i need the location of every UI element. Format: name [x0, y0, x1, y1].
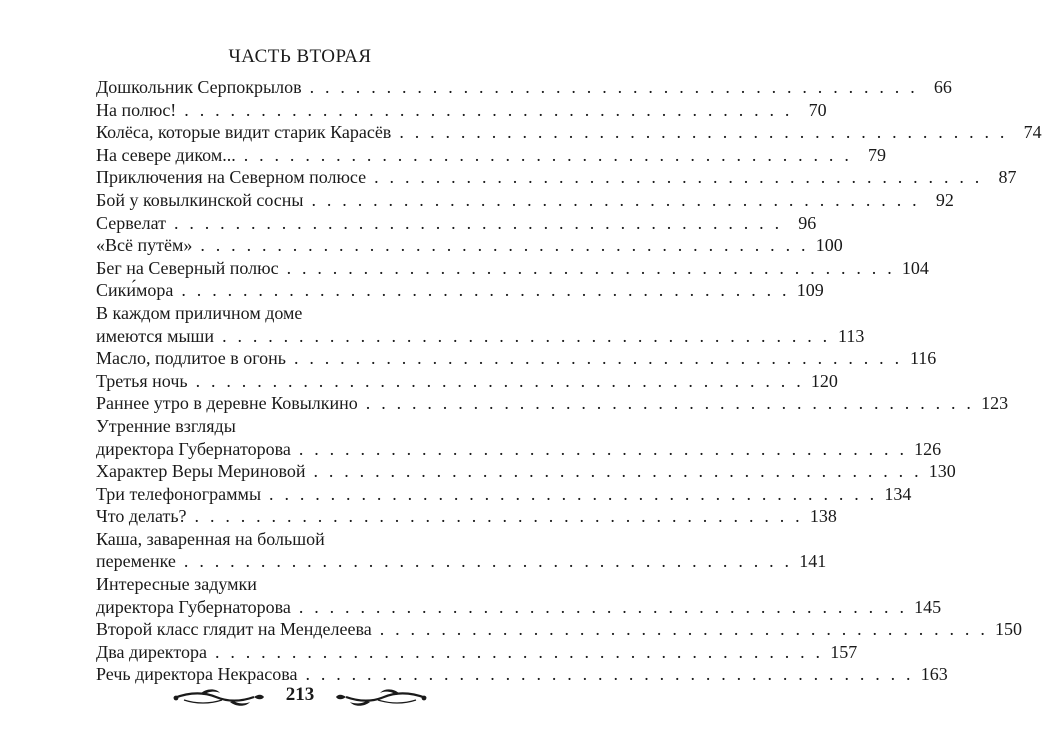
dot-leader: . . . . . . . . . . . . . . . . . . . . . . . . . . . . . . . . . . . . . . . .: [293, 348, 903, 369]
toc-entry-page: 163: [920, 664, 948, 685]
toc-entry-title: Сервелат: [96, 212, 166, 233]
dot-leader: . . . . . . . . . . . . . . . . . . . . . . . . . . . . . . . . . . . . . . . .: [200, 235, 809, 256]
toc-entry-title: На севере диком...: [96, 144, 236, 165]
table-of-contents: [96, 76, 1042, 686]
toc-entry-title: «Всё путём»: [96, 235, 193, 256]
toc-entry: [96, 641, 858, 664]
toc-entry: [96, 234, 843, 257]
toc-entry: [96, 347, 937, 370]
toc-entry-title: Бой у ковылкинской сосны: [96, 189, 304, 210]
toc-entry-title-line: Утренние взгляды: [96, 415, 236, 436]
dot-leader: . . . . . . . . . . . . . . . . . . . . . . . . . . . . . . . . . . . . . . . .: [286, 257, 895, 278]
toc-entry: [96, 166, 1017, 189]
dot-leader: . . . . . . . . . . . . . . . . . . . . . . . . . . . . . . . . . . . . . . . .: [214, 641, 824, 662]
dot-leader: . . . . . . . . . . . . . . . . . . . . . . . . . . . . . . . . . . . . . . . .: [195, 370, 804, 391]
dot-leader: . . . . . . . . . . . . . . . . . . . . . . . . . . . . . . . . . . . . . . . .: [243, 144, 853, 165]
toc-entry-page: 126: [914, 438, 942, 459]
toc-entry-page: 74: [1023, 122, 1042, 143]
toc-entry-title: директора Губернаторова: [96, 596, 291, 617]
toc-entry-title: Колёса, которые видит старик Карасёв: [96, 122, 392, 143]
toc-entry-title-line: Интересные задумки: [96, 574, 257, 595]
dot-leader: . . . . . . . . . . . . . . . . . . . . . . . . . . . . . . . . . . . . . . . .: [298, 438, 908, 459]
dot-leader: . . . . . . . . . . . . . . . . . . . . . . . . . . . . . . . . . . . . . . . .: [305, 664, 914, 685]
toc-entry-page: 96: [798, 212, 817, 233]
dot-leader: . . . . . . . . . . . . . . . . . . . . . . . . . . . . . . . . . . . . . . . .: [365, 393, 975, 414]
toc-entry-title: переменке: [96, 551, 176, 572]
toc-entry: [96, 573, 942, 618]
toc-entry: [96, 618, 1023, 641]
dot-leader: . . . . . . . . . . . . . . . . . . . . . . . . . . . . . . . . . . . . . . . .: [309, 77, 918, 97]
toc-entry-title: Раннее утро в деревне Ковылкино: [96, 393, 358, 414]
toc-entry: [96, 415, 942, 460]
toc-entry-page: 141: [799, 551, 827, 572]
toc-entry-page: 113: [838, 325, 865, 346]
toc-entry-page: 92: [935, 189, 954, 210]
dot-leader: . . . . . . . . . . . . . . . . . . . . . . . . . . . . . . . . . . . . . . . .: [181, 280, 790, 301]
toc-entry-page: 123: [981, 393, 1009, 414]
toc-entry-page: 134: [884, 483, 912, 504]
toc-entry-title: Три телефонограммы: [96, 483, 262, 504]
dot-leader: . . . . . . . . . . . . . . . . . . . . . . . . . . . . . . . . . . . . . . . .: [374, 167, 983, 188]
toc-entry-page: 116: [909, 348, 937, 369]
toc-entry: [96, 392, 1009, 415]
toc-entry: [96, 483, 912, 506]
dot-leader: . . . . . . . . . . . . . . . . . . . . . . . . . . . . . . . . . . . . . . . .: [313, 461, 922, 482]
toc-entry-page: 109: [796, 280, 824, 301]
toc-entry-title: Бег на Северный полюс: [96, 257, 279, 278]
toc-entry-title: директора Губернаторова: [96, 438, 291, 459]
toc-entry-page: 120: [810, 370, 838, 391]
toc-entry: [96, 460, 956, 483]
dot-leader: . . . . . . . . . . . . . . . . . . . . . . . . . . . . . . . . . . . . . . . .: [194, 506, 803, 527]
toc-entry: [96, 76, 952, 99]
dot-leader: . . . . . . . . . . . . . . . . . . . . . . . . . . . . . . . . . . . . . . . .: [399, 122, 1008, 143]
toc-entry-page: 145: [914, 596, 942, 617]
toc-entry-page: 66: [933, 77, 952, 97]
toc-entry-title: имеются мыши: [96, 325, 215, 346]
toc-entry-title: Дошкольник Серпокрылов: [96, 77, 302, 97]
page-footer: [170, 682, 430, 712]
toc-entry-title: Масло, подлитое в огонь: [96, 348, 286, 369]
toc-entry-title: Сики́мора: [96, 280, 174, 301]
dot-leader: . . . . . . . . . . . . . . . . . . . . . . . . . . . . . . . . . . . . . . . .: [183, 551, 793, 572]
toc-entry-title: Характер Веры Мериновой: [96, 461, 306, 482]
toc-entry: [96, 212, 817, 235]
dot-leader: . . . . . . . . . . . . . . . . . . . . . . . . . . . . . . . . . . . . . . . .: [173, 212, 783, 233]
toc-entry-title: На полюс!: [96, 99, 177, 120]
toc-entry-title: Приключения на Северном полюсе: [96, 167, 367, 188]
toc-entry-page: 87: [998, 167, 1017, 188]
toc-entry-page: 150: [995, 619, 1023, 640]
dot-leader: . . . . . . . . . . . . . . . . . . . . . . . . . . . . . . . . . . . . . . . .: [298, 596, 908, 617]
toc-entry-page: 70: [808, 99, 827, 120]
toc-entry: [96, 302, 865, 347]
toc-entry: [96, 99, 827, 122]
toc-entry: [96, 279, 824, 302]
toc-entry-title-line: В каждом приличном доме: [96, 302, 303, 323]
dot-leader: . . . . . . . . . . . . . . . . . . . . . . . . . . . . . . . . . . . . . . . .: [269, 483, 878, 504]
toc-entry: [96, 257, 929, 280]
toc-entry: [96, 189, 954, 212]
toc-entry-title: Два директора: [96, 641, 207, 662]
dot-leader: . . . . . . . . . . . . . . . . . . . . . . . . . . . . . . . . . . . . . . . .: [222, 325, 831, 346]
toc-entry-title: Что делать?: [96, 506, 187, 527]
toc-entry-title: Речь директора Некрасова: [96, 664, 298, 685]
toc-entry: [96, 528, 827, 573]
toc-entry-page: 130: [928, 461, 956, 482]
toc-entry-page: 104: [901, 257, 929, 278]
toc-entry-page: 138: [809, 506, 837, 527]
page-number: 213: [285, 684, 315, 705]
toc-entry-title-line: Каша, заваренная на большой: [96, 528, 325, 549]
toc-entry-title: Второй класс глядит на Менделеева: [96, 619, 372, 640]
toc-entry-title: Третья ночь: [96, 370, 188, 391]
toc-entry-page: 79: [868, 144, 887, 165]
dot-leader: . . . . . . . . . . . . . . . . . . . . . . . . . . . . . . . . . . . . . . . .: [184, 99, 793, 120]
dot-leader: . . . . . . . . . . . . . . . . . . . . . . . . . . . . . . . . . . . . . . . .: [311, 189, 920, 210]
toc-entry: [96, 370, 838, 393]
toc-entry: [96, 144, 887, 167]
toc-entry-page: 157: [830, 641, 858, 662]
toc-entry: [96, 505, 837, 528]
toc-entry-page: 100: [815, 235, 843, 256]
dot-leader: . . . . . . . . . . . . . . . . . . . . . . . . . . . . . . . . . . . . . . . .: [379, 619, 989, 640]
section-title: ЧАСТЬ ВТОРАЯ: [228, 46, 372, 67]
toc-entry: [96, 121, 1042, 144]
